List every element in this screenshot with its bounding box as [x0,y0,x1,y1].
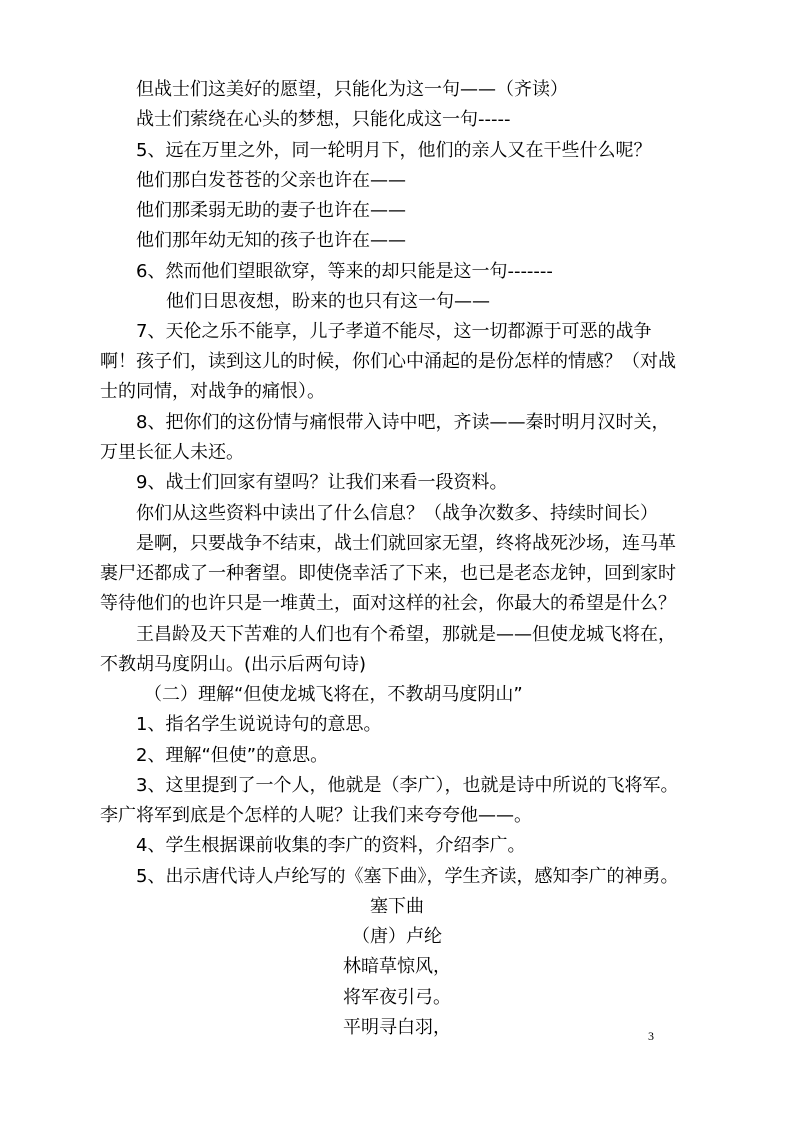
paragraph-line: 但战士们这美好的愿望，只能化为这一句——（齐读） [136,79,568,100]
paragraph-line: 3、这里提到了一个人，他就是（李广），也就是诗中所说的飞将军。 [136,775,679,796]
poem-line: 将军夜引弓。 [343,987,451,1008]
section-heading: （二）理解“但使龙城飞将在，不教胡马度阴山” [144,684,523,705]
paragraph-line: 4、学生根据课前收集的李广的资料，介绍李广。 [136,835,526,856]
paragraph-line: 王昌龄及天下苦难的人们也有个希望，那就是——但使龙城飞将在， [136,624,676,645]
paragraph-line: 7、天伦之乐不能享，儿子孝道不能尽，这一切都源于可恶的战争 [136,321,652,342]
paragraph-line: 他们那白发苍苍的父亲也许在—— [136,170,406,191]
paragraph-line: 战士们萦绕在心头的梦想，只能化成这一句----- [136,109,511,130]
paragraph-line: 1、指名学生说说诗句的意思。 [136,714,382,735]
paragraph-line: 8、把你们的这份情与痛恨带入诗中吧，齐读——秦时明月汉时关， [136,412,670,433]
page-number: 3 [648,1029,654,1043]
paragraph-line: 不教胡马度阴山。(出示后两句诗) [100,654,367,675]
paragraph-line: 5、远在万里之外，同一轮明月下，他们的亲人又在干些什么呢？ [136,140,652,161]
paragraph-line: 你们从这些资料中读出了什么信息？（战争次数多、持续时间长） [136,503,658,524]
paragraph-line: 他们那年幼无知的孩子也许在—— [136,230,406,251]
poem-title: 塞下曲 [370,896,424,917]
paragraph-line: 李广将军到底是个怎样的人呢？让我们来夸夸他——。 [100,805,532,826]
paragraph-line: 啊！孩子们，读到这儿的时候，你们心中涌起的是份怎样的情感？（对战 [100,351,676,372]
paragraph-line: 2、理解“但使”的意思。 [136,745,329,766]
poem-author: （唐）卢纶 [352,926,442,947]
paragraph-line: 万里长征人未还。 [100,442,244,463]
paragraph-line: 他们那柔弱无助的妻子也许在—— [136,200,406,221]
paragraph-line: 士的同情，对战争的痛恨）。 [100,381,325,402]
poem-line: 平明寻白羽， [343,1017,451,1038]
paragraph-line: 他们日思夜想，盼来的也只有这一句—— [166,291,490,312]
paragraph-line: 是啊，只要战争不结束，战士们就回家无望，终将战死沙场，连马革 [136,533,676,554]
poem-line: 林暗草惊风， [343,956,451,977]
paragraph-line: 6、然而他们望眼欲穿，等来的却只能是这一句------- [136,261,553,282]
paragraph-line: 裹尸还都成了一种奢望。即使侥幸活了下来，也已是老态龙钟，回到家时 [100,563,676,584]
paragraph-line: 5、出示唐代诗人卢纶写的《塞下曲》，学生齐读，感知李广的神勇。 [136,866,679,887]
paragraph-line: 等待他们的也许只是一堆黄土，面对这样的社会，你最大的希望是什么？ [100,593,676,614]
paragraph-line: 9、战士们回家有望吗？让我们来看一段资料。 [136,472,508,493]
